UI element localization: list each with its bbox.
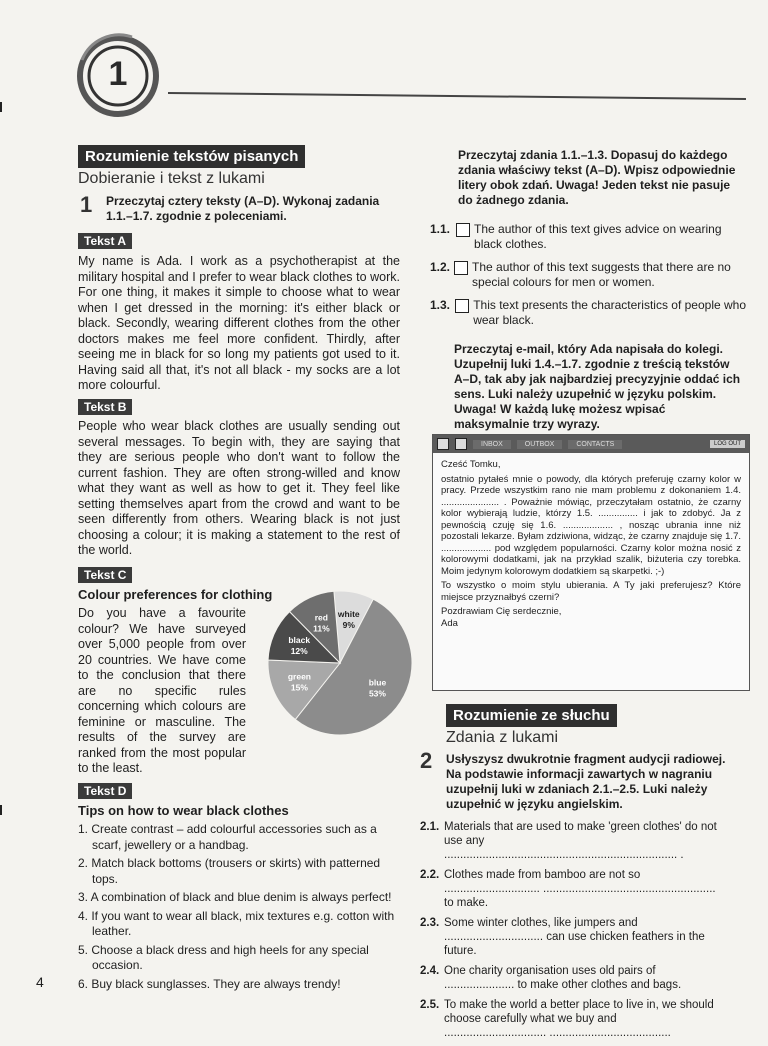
text-tag: Tekst A: [78, 233, 132, 249]
task-instruction: Usłyszysz dwukrotnie fragment audycji radiowej. Na podstawie informacji zawartych w nagraniu uzupełnij luki w zdaniach 2.1.–2.5. Luki należy uzupełnić w języku angielskim.: [446, 752, 726, 811]
item-text: The author of this text gives advice on wearing black clothes.: [474, 222, 722, 251]
slice-value: 15%: [290, 682, 308, 693]
text-a: [78, 232, 400, 394]
text-tag: Tekst D: [78, 783, 132, 799]
section-subtitle: Zdania z lukami: [446, 729, 559, 746]
slice-label: red: [314, 612, 328, 623]
matching-item: [430, 298, 748, 328]
logout-button[interactable]: LOG OUT: [710, 440, 745, 448]
matching-list: [430, 222, 748, 336]
listening-section-header: [446, 704, 746, 747]
item-number: 2.2.: [420, 869, 440, 881]
email-instruction: Przeczytaj e-mail, który Ada napisała do kolegi. Uzupełnij luki 1.4.–1.7. zgodnie z treścią tekstów A–D, tak aby jak najbardziej precyzyjnie oddać ich sens. Luki należy uzupełnić w języku polskim. Uwaga! W każdą lukę możesz wpisać maksymalnie trzy wyrazy.: [454, 342, 741, 431]
item-number: 1.2.: [430, 260, 451, 274]
window-icon: [437, 438, 449, 450]
list-item: [420, 820, 720, 862]
item-number: 1.1.: [430, 222, 451, 236]
text-b: [78, 398, 400, 559]
answer-box[interactable]: [455, 299, 469, 313]
page-number: 4: [36, 974, 44, 990]
matching-item: [430, 222, 748, 252]
slice-value: 12%: [290, 645, 308, 656]
section-badge: Rozumienie ze słuchu: [446, 704, 617, 727]
list-item: 6. Buy black sunglasses. They are always trendy!: [78, 976, 341, 991]
item-number: 2.3.: [420, 917, 440, 929]
slice-label: black: [288, 634, 311, 645]
email-greeting: Cześć Tomku,: [441, 459, 501, 470]
gap-fill-list: [420, 820, 720, 1046]
matching-instruction: Przeczytaj zdania 1.1.–1.3. Dopasuj do każdego zdania właściwy tekst (A–D). Wpisz odpowiednie litery obok zdań. Uwaga! Jeden tekst nie pasuje do żadnego zdania.: [458, 148, 736, 207]
edge-mark: [0, 805, 2, 815]
text-body: People who wear black clothes are usually sending out several messages. To begin with, they are saying that they are serious people who don't want to follow the current fashion. They are often strong-willed and know what they want as well as how to get it. They feel like setting themselves apart from the crowd and want to be seen differently from others. Wearing black is not just choosing a colour; it is making a statement to the rest of the world.: [78, 419, 400, 557]
email-paragraph: ostatnio pytałeś mnie o powody, dla których preferuję czarny kolor w pracy. Przede wszystkim rano nie mam problemu z dokonaniem 1.4. ...................... . Poważnie mówiąc, przeczytałam ostatnio, że czarny kolor wybierają ludzie, którzy 1.5. ............... i jak to zdobyć. Ja z pewnością czuję się 1.6. ................... , nosząc ubrania inne niż pozostali lekarze. Byłam zdziwiona, widząc, że czarny znajduje się 1.7. ................... pod względem popularności. Czarny kolor można nosić z kolorowymi dodatkami, jak na przykład szalik, biżuteria czy torebka. Moim jedynym kolorowym dodatkiem są skarpetki. ;-): [441, 473, 741, 577]
section-badge: Rozumienie tekstów pisanych: [78, 145, 305, 168]
tab-contacts[interactable]: CONTACTS: [568, 440, 622, 449]
item-number: 2.4.: [420, 965, 440, 977]
item-number: 2.5.: [420, 999, 440, 1011]
email-closing: Pozdrawiam Cię serdecznie,: [441, 606, 562, 617]
item-text: One charity organisation uses old pairs of ...................... to make other clothes and bags.: [444, 965, 682, 991]
item-text: Some winter clothes, like jumpers and ............................... can use chicken feathers in the future.: [444, 917, 705, 957]
list-item: 2. Match black bottoms (trousers or skirts) with patterned tops.: [78, 856, 381, 886]
matching-item: [430, 260, 748, 290]
list-item: 1. Create contrast – add colourful accessories such as a scarf, jewellery or a handbag.: [78, 822, 377, 852]
item-text: Clothes made from bamboo are not so .............................. ...................................................... to make.: [444, 869, 716, 909]
slice-label: white: [337, 609, 360, 620]
email-body: [433, 453, 749, 638]
list-item: [420, 964, 720, 992]
answer-box[interactable]: [456, 223, 470, 237]
item-text: Materials that are used to make 'green clothes' do not use any ......................................................................... .: [444, 821, 717, 861]
item-number: 1.3.: [430, 298, 451, 312]
reading-section-header: [78, 145, 400, 188]
edge-mark: [0, 102, 2, 112]
record-icon: [455, 438, 467, 450]
list-item: [420, 916, 720, 958]
slice-value: 53%: [368, 688, 386, 699]
unit-number: 1: [108, 55, 128, 93]
text-body: My name is Ada. I work as a psychotherapist at the military hospital and I prefer to wear black clothes to work. For one thing, it makes it simple to choose what to wear when I get dressed in the morning: it's either black or black. Secondly, wearing different clothes from the other doctors makes me feel more confident. Thirdly, after seeing me in black for so long my patients got used to it. Having said all that, it's not all black - my socks are a lot more colourful.: [78, 254, 400, 392]
item-text: The author of this text suggests that there are no special colours for men or women.: [472, 260, 731, 289]
text-tag: Tekst B: [78, 399, 132, 415]
email-signature: Ada: [441, 617, 458, 629]
tab-outbox[interactable]: OUTBOX: [517, 440, 563, 449]
text-d: [78, 782, 400, 995]
item-text: To make the world a better place to live in, we should choose carefully what we buy and ................................ ......................................: [444, 999, 714, 1039]
pie-chart: [250, 585, 415, 745]
item-number: 2.1.: [420, 821, 440, 833]
tab-inbox[interactable]: INBOX: [473, 440, 511, 449]
text-tag: Tekst C: [78, 567, 132, 583]
task-number: 2: [420, 748, 433, 773]
slice-value: 11%: [313, 623, 330, 634]
section-subtitle: Dobieranie i tekst z lukami: [78, 170, 265, 187]
slice-value: 9%: [342, 620, 355, 631]
slice-label: green: [287, 671, 312, 682]
task-number: 1: [80, 192, 93, 217]
task-instruction: Przeczytaj cztery teksty (A–D). Wykonaj zadania 1.1.–1.7. zgodnie z poleceniami.: [106, 194, 380, 223]
email-toolbar: [433, 435, 749, 453]
text-body: Do you have a favourite colour? We have surveyed over 5,000 people from over 20 countries. We have come to the conclusion that there are no specific rules concerning which colours are feminine or masculine. The results of the survey are ranked from the most popular to the least.: [78, 606, 246, 775]
slice-label: blue: [368, 677, 387, 688]
list-item: [420, 998, 720, 1040]
list-item: [420, 868, 720, 910]
answer-box[interactable]: [454, 261, 468, 275]
list-item: 4. If you want to wear all black, mix textures e.g. cotton with leather.: [78, 908, 395, 938]
list-item: 3. A combination of black and blue denim is always perfect!: [78, 890, 392, 904]
text-title: Tips on how to wear black clothes: [78, 803, 289, 818]
tips-list: [78, 822, 400, 992]
list-item: 5. Choose a black dress and high heels for any special occasion.: [78, 942, 369, 972]
email-paragraph: To wszystko o moim stylu ubierania. A Ty jaki preferujesz? Które miejsce przyznałbyś czerni?: [441, 580, 741, 603]
email-window: [432, 434, 750, 691]
text-title: Colour preferences for clothing: [78, 587, 273, 602]
item-text: This text presents the characteristics of people who wear black.: [473, 298, 747, 327]
header-rule: [168, 92, 746, 100]
